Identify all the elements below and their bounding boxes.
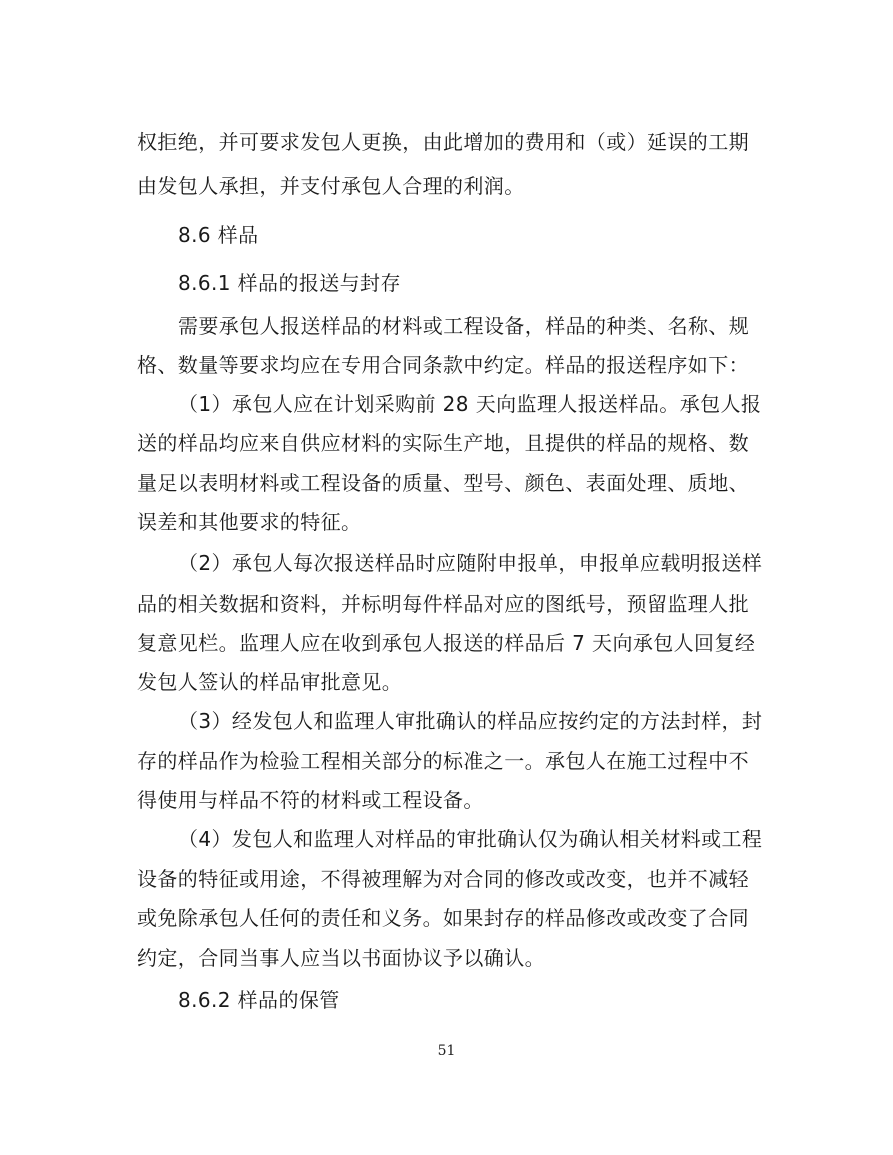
body-line: 权拒绝，并可要求发包人更换，由此增加的费用和（或）延误的工期 bbox=[137, 130, 749, 154]
subsection-heading: 8.6.2 样品的保管 bbox=[178, 988, 340, 1012]
list-item-line: 复意见栏。监理人应在收到承包人报送的样品后 7 天向承包人回复经 bbox=[137, 631, 756, 655]
list-item-line: 送的样品均应来自供应材料的实际生产地，且提供的样品的规格、数 bbox=[137, 431, 749, 455]
section-heading: 8.6 样品 bbox=[178, 223, 259, 247]
page-number: 51 bbox=[437, 1043, 456, 1059]
list-item-line: （3）经发包人和监理人审批确认的样品应按约定的方法封样，封 bbox=[178, 709, 763, 733]
body-line: 由发包人承担，并支付承包人合理的利润。 bbox=[137, 174, 525, 198]
list-item-line: （2）承包人每次报送样品时应随附申报单，申报单应载明报送样 bbox=[178, 551, 763, 575]
list-item-line: 发包人签认的样品审批意见。 bbox=[137, 670, 403, 694]
paragraph-line: 格、数量等要求均应在专用合同条款中约定。样品的报送程序如下： bbox=[137, 353, 749, 377]
list-item-line: 或免除承包人任何的责任和义务。如果封存的样品修改或改变了合同 bbox=[137, 906, 749, 930]
list-item-line: （1）承包人应在计划采购前 28 天向监理人报送样品。承包人报 bbox=[178, 392, 762, 416]
list-item-line: 品的相关数据和资料，并标明每件样品对应的图纸号，预留监理人批 bbox=[137, 592, 749, 616]
paragraph-line: 需要承包人报送样品的材料或工程设备，样品的种类、名称、规 bbox=[178, 314, 750, 338]
list-item-line: 量足以表明材料或工程设备的质量、型号、颜色、表面处理、质地、 bbox=[137, 471, 749, 495]
subsection-heading: 8.6.1 样品的报送与封存 bbox=[178, 271, 401, 295]
list-item-line: 得使用与样品不符的材料或工程设备。 bbox=[137, 788, 484, 812]
list-item-line: 存的样品作为检验工程相关部分的标准之一。承包人在施工过程中不 bbox=[137, 749, 749, 773]
list-item-line: 误差和其他要求的特征。 bbox=[137, 510, 362, 534]
list-item-line: 设备的特征或用途，不得被理解为对合同的修改或改变，也并不减轻 bbox=[137, 867, 749, 891]
list-item-line: （4）发包人和监理人对样品的审批确认仅为确认相关材料或工程 bbox=[178, 827, 763, 851]
list-item-line: 约定，合同当事人应当以书面协议予以确认。 bbox=[137, 946, 545, 970]
